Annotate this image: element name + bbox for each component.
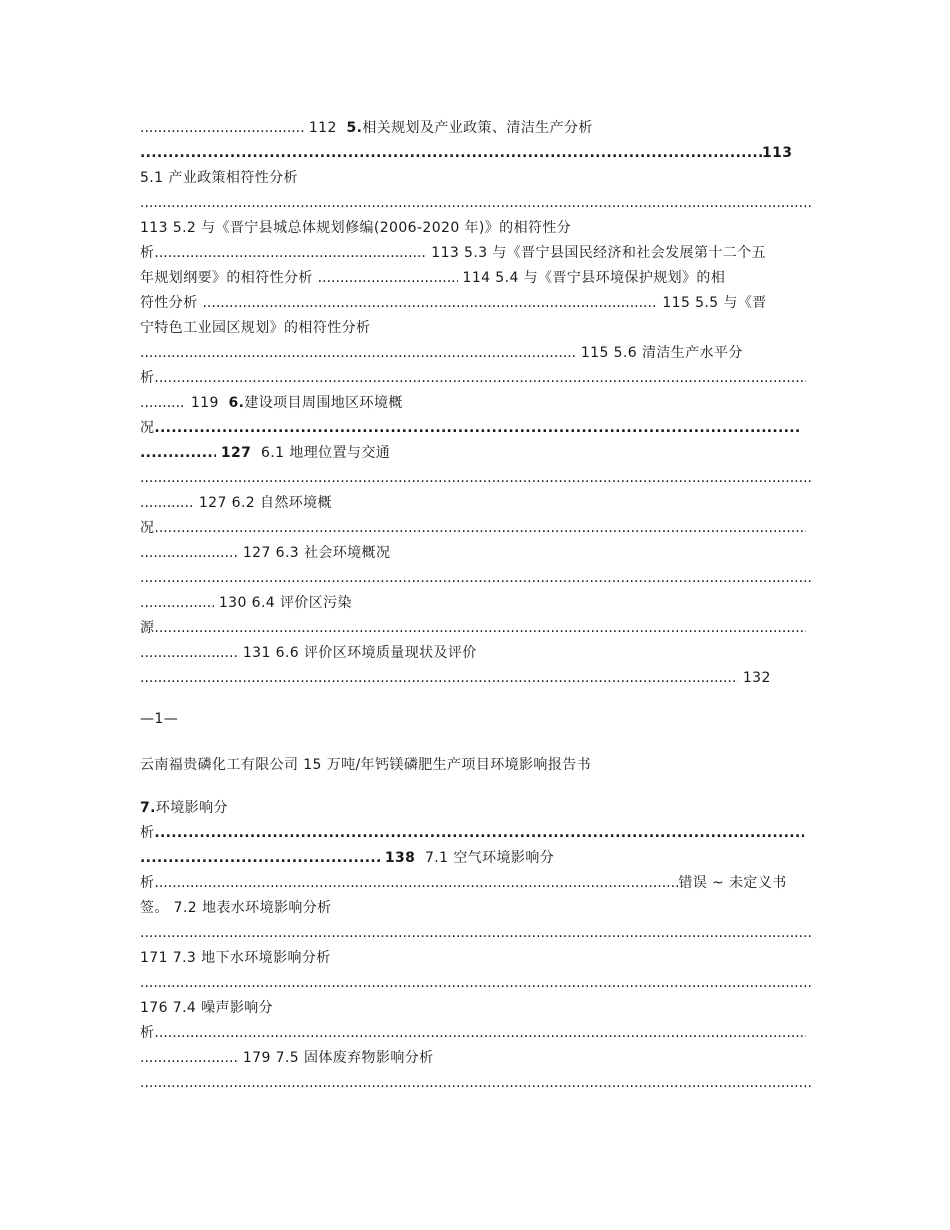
- toc-line: [140, 922, 812, 944]
- toc-line: 签。 7.2 地表水环境影响分析: [140, 900, 332, 916]
- dot-leader: [154, 1022, 806, 1044]
- toc-line: [140, 667, 812, 689]
- dot-leader: [140, 467, 812, 489]
- toc-line: [140, 492, 812, 514]
- toc-line: [140, 822, 812, 844]
- toc-text: 析: [140, 245, 155, 261]
- dot-leader: [140, 1047, 238, 1069]
- toc-line: [140, 1047, 812, 1069]
- toc-line: [140, 417, 812, 439]
- chapter-number: 7.: [140, 800, 156, 816]
- dot-leader: [140, 192, 812, 214]
- page-ref: 112: [308, 120, 337, 136]
- dot-leader: [140, 442, 216, 464]
- dot-leader: [140, 922, 812, 944]
- toc-line: [140, 442, 812, 464]
- toc-line: [140, 292, 812, 314]
- toc-line: [140, 342, 812, 364]
- toc-text: 115 5.5 与《晋: [662, 295, 767, 311]
- toc-line: [140, 267, 812, 289]
- dot-leader: [140, 1072, 812, 1094]
- toc-line: 113 5.2 与《晋宁县城总体规划修编(2006-2020 年)》的相符性分: [140, 220, 572, 236]
- toc-text: 况: [140, 520, 155, 536]
- toc-text: 况: [140, 420, 155, 436]
- toc-text: 析: [140, 875, 155, 891]
- page-ref: 113: [762, 145, 793, 161]
- toc-line: [140, 542, 812, 564]
- toc-line: [140, 1022, 812, 1044]
- toc-line: [140, 467, 812, 489]
- dot-leader: [154, 242, 426, 264]
- dot-leader: [140, 142, 762, 164]
- toc-line: 171 7.3 地下水环境影响分析: [140, 950, 331, 966]
- dot-leader: [154, 822, 804, 844]
- toc-line: [140, 192, 812, 214]
- toc-line: 5.1 产业政策相符性分析: [140, 170, 298, 186]
- toc-text: 析: [140, 1025, 155, 1041]
- dot-leader: [140, 567, 812, 589]
- page-ref: 132: [742, 670, 771, 686]
- toc-text: 179 7.5 固体废弃物影响分析: [242, 1050, 434, 1066]
- chapter-title: 相关规划及产业政策、清洁生产分析: [362, 120, 593, 136]
- page-ref: 138: [384, 850, 416, 866]
- dot-leader: [140, 642, 238, 664]
- dot-leader: [154, 872, 678, 894]
- chapter-title: 环境影响分: [155, 800, 228, 816]
- toc-text: 错误 ~ 未定义书: [678, 875, 787, 891]
- toc-text: 114 5.4 与《晋宁县环境保护规划》的相: [462, 270, 726, 286]
- toc-line: [140, 392, 812, 414]
- toc-line: 176 7.4 噪声影响分: [140, 1000, 274, 1016]
- toc-text: 析: [140, 370, 155, 386]
- toc-line: [140, 567, 812, 589]
- dot-leader: [140, 542, 238, 564]
- dot-leader: [140, 117, 304, 139]
- dot-leader: [202, 292, 657, 314]
- toc-line: [140, 117, 812, 139]
- toc-text: 113 5.3 与《晋宁县国民经济和社会发展第十二个五: [431, 245, 766, 261]
- dot-leader: [154, 367, 806, 389]
- toc-text: 符性分析: [140, 295, 198, 311]
- page-number: —1—: [140, 711, 179, 727]
- dot-leader: [140, 667, 738, 689]
- running-header: 云南福贵磷化工有限公司 15 万吨/年钙镁磷肥生产项目环境影响报告书: [140, 757, 592, 773]
- toc-text: 6.1 地理位置与交通: [261, 445, 391, 461]
- toc-line: [140, 1072, 812, 1094]
- dot-leader: [318, 267, 458, 289]
- toc-text: 127 6.2 自然环境概: [198, 495, 332, 511]
- chapter-title: 建设项目周围地区环境概: [244, 395, 403, 411]
- dot-leader: [140, 847, 380, 869]
- toc-line: [140, 972, 812, 994]
- toc-line: [140, 367, 812, 389]
- toc-line: [140, 642, 812, 664]
- chapter-number: 5.: [346, 120, 363, 136]
- toc-line: [140, 872, 812, 894]
- chapter-number: 6.: [228, 395, 245, 411]
- dot-leader: [154, 617, 806, 639]
- toc-line: [140, 847, 812, 869]
- dot-leader: [154, 517, 806, 539]
- toc-line: [140, 142, 812, 164]
- toc-text: 析: [140, 825, 155, 841]
- dot-leader: [154, 417, 799, 439]
- toc-text: 115 5.6 清洁生产水平分: [580, 345, 743, 361]
- toc-line: [140, 797, 812, 819]
- toc-line: [140, 517, 812, 539]
- dot-leader: [140, 492, 194, 514]
- toc-text: 源: [140, 620, 155, 636]
- toc-text: 年规划纲要》的相符性分析: [140, 270, 313, 286]
- dot-leader: [140, 392, 186, 414]
- toc-line: [140, 242, 812, 264]
- dot-leader: [140, 972, 812, 994]
- toc-line: [140, 592, 812, 614]
- toc-text: 7.1 空气环境影响分: [425, 850, 555, 866]
- toc-text: 127 6.3 社会环境概况: [242, 545, 391, 561]
- toc-line: [140, 617, 812, 639]
- dot-leader: [140, 592, 214, 614]
- page-ref: 119: [190, 395, 219, 411]
- toc-text: 131 6.6 评价区环境质量现状及评价: [242, 645, 477, 661]
- toc-text: 130 6.4 评价区污染: [218, 595, 352, 611]
- dot-leader: [140, 342, 576, 364]
- toc-line: 宁特色工业园区规划》的相符性分析: [140, 320, 371, 336]
- page-ref: 127: [220, 445, 252, 461]
